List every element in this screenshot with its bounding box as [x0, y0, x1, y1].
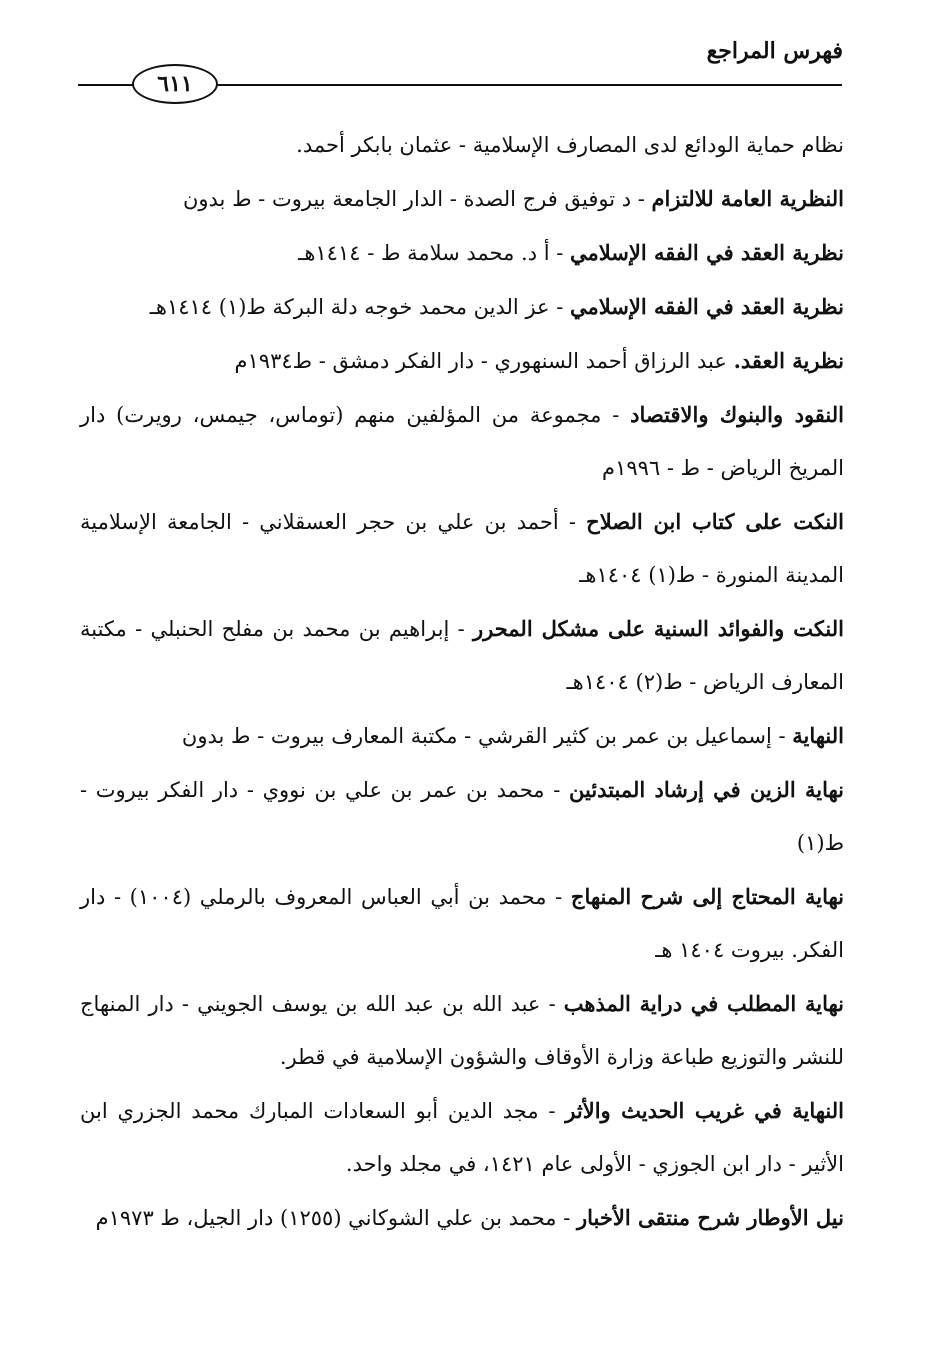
reference-details: - إبراهيم بن محمد بن مفلح الحنبلي - مكتبة المعارف الرياض - ط(٢) ١٤٠٤هـ	[80, 617, 844, 694]
reference-entry	[80, 763, 844, 870]
reference-title: نظرية العقد في الفقه الإسلامي	[570, 240, 844, 265]
reference-entry	[80, 709, 844, 763]
reference-details: نظام حماية الودائع لدى المصارف الإسلامية - عثمان بابكر أحمد.	[296, 133, 844, 157]
reference-details: - عز الدين محمد خوجه دلة البركة ط(١) ١٤١٤هـ	[149, 295, 571, 319]
reference-entry	[80, 1084, 844, 1191]
reference-title: نهاية المحتاج إلى شرح المنهاج	[570, 884, 845, 909]
reference-title: نهاية الزين في إرشاد المبتدئين	[569, 777, 844, 802]
reference-title: نظرية العقد في الفقه الإسلامي	[570, 294, 844, 319]
reference-details: - مجد الدين أبو السعادات المبارك محمد الجزري ابن الأثير - دار ابن الجوزي - الأولى عام ١٤٢١، في مجلد واحد.	[80, 1099, 844, 1176]
reference-title: نظرية العقد.	[733, 348, 844, 373]
reference-entry	[80, 280, 844, 334]
reference-details: - محمد بن أبي العباس المعروف بالرملي (١٠٠٤) - دار الفكر. بيروت ١٤٠٤ هـ	[80, 885, 844, 962]
reference-title: النهاية	[792, 723, 844, 748]
reference-title: نهاية المطلب في دراية المذهب	[563, 991, 844, 1016]
reference-title: نيل الأوطار شرح منتقى الأخبار	[577, 1205, 844, 1230]
reference-details: - عبد الله بن عبد الله بن يوسف الجويني - دار المنهاج للنشر والتوزيع طباعة وزارة الأوقاف والشؤون الإسلامية في قطر.	[80, 992, 844, 1069]
reference-entry	[80, 602, 844, 709]
reference-entry	[80, 334, 844, 388]
reference-title: النظرية العامة للالتزام	[651, 186, 844, 211]
reference-title: النكت على كتاب ابن الصلاح	[586, 509, 844, 534]
reference-details: - إسماعيل بن عمر بن كثير القرشي - مكتبة المعارف بيروت - ط بدون	[181, 724, 793, 748]
references-list	[80, 118, 844, 1245]
reference-entry	[80, 172, 844, 226]
reference-entry	[80, 388, 844, 495]
reference-entry	[80, 495, 844, 602]
reference-details: عبد الرزاق أحمد السنهوري - دار الفكر دمشق - ط١٩٣٤م	[234, 349, 734, 373]
reference-title: النكت والفوائد السنية على مشكل المحرر	[473, 616, 844, 641]
reference-entry	[80, 1191, 844, 1245]
reference-details: - أ د. محمد سلامة ط - ١٤١٤هـ	[298, 241, 571, 265]
reference-entry	[80, 226, 844, 280]
reference-entry	[80, 870, 844, 977]
page-header-title: فهرس المراجع	[706, 38, 843, 64]
reference-details: - د توفيق فرج الصدة - الدار الجامعة بيروت - ط بدون	[182, 187, 652, 211]
reference-title: النهاية في غريب الحديث والأثر	[565, 1098, 845, 1123]
reference-entry	[80, 977, 844, 1084]
reference-details: - أحمد بن علي بن حجر العسقلاني - الجامعة الإسلامية المدينة المنورة - ط(١) ١٤٠٤هـ	[80, 510, 844, 587]
reference-details: - محمد بن عمر بن علي بن نووي - دار الفكر بيروت - ط(١)	[80, 778, 844, 855]
reference-title: النقود والبنوك والاقتصاد	[630, 402, 844, 427]
reference-details: - مجموعة من المؤلفين منهم (توماس، جيمس، رويرت) دار المريخ الرياض - ط - ١٩٩٦م	[80, 403, 844, 480]
page-number-badge: ٦١١	[132, 64, 218, 104]
reference-entry	[80, 118, 844, 172]
reference-details: - محمد بن علي الشوكاني (١٢٥٥) دار الجيل، ط ١٩٧٣م	[95, 1206, 577, 1230]
